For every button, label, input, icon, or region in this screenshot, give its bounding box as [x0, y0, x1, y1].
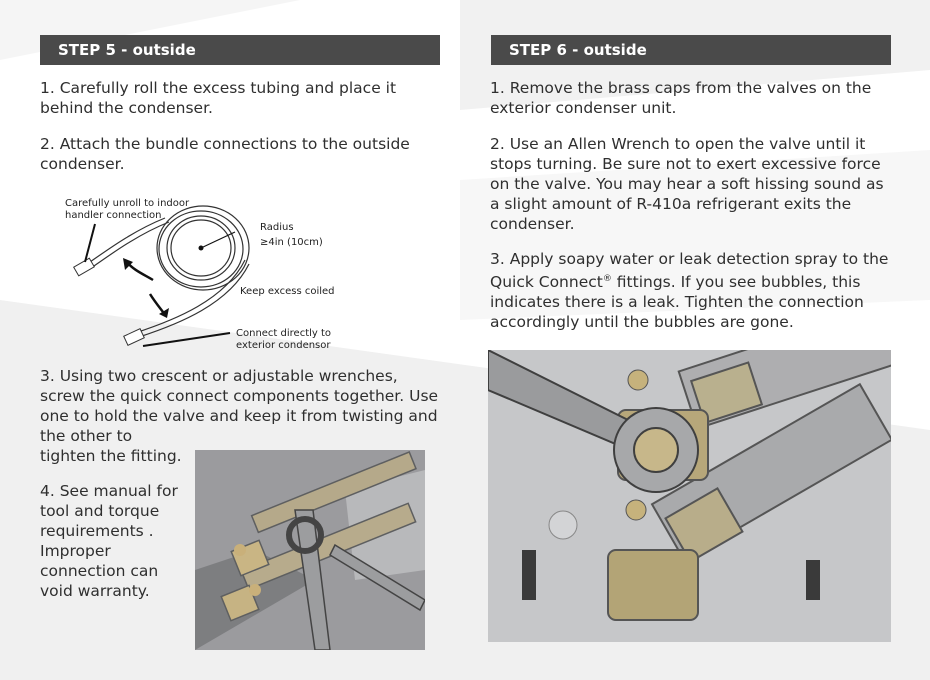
step5-header — [40, 35, 440, 65]
label-radius-2: ≥4in (10cm) — [260, 237, 323, 248]
tubing-coil-diagram — [55, 190, 355, 360]
step6-paragraph-1: 1. Remove the brass caps from the valves on the exterior condenser unit. — [490, 79, 872, 117]
step6-paragraph-2: 2. Use an Allen Wrench to open the valve until it stops turning. Be sure not to exert excessive force on the valve. You may hear a soft hissing sound as a slight amount of R-410a refrigerant exits the condenser. — [490, 135, 884, 233]
valve-wrench-photo — [488, 350, 891, 642]
connect-leader-line — [143, 333, 230, 346]
step5-title: STEP 5 - outside — [58, 41, 196, 59]
arrow-down-icon — [150, 294, 163, 312]
label-coiled: Keep excess coiled — [240, 286, 335, 297]
lower-connector — [124, 329, 145, 346]
unroll-leader-line — [85, 224, 95, 262]
upper-connector — [74, 258, 95, 276]
step5-paragraph-3: 3. Using two crescent or adjustable wrenches, screw the quick connect components together. Use one to hold the valve and keep it from twisting and the other to — [40, 367, 439, 445]
upper-tube — [90, 218, 165, 262]
step6-paragraph-3 — [490, 249, 890, 332]
step6-p3-part1: 3. Apply soapy water or leak detection spray to the Quick Connect — [490, 250, 889, 292]
arrow-up-icon — [127, 262, 153, 280]
step6-header — [491, 35, 891, 65]
label-radius-1: Radius — [260, 222, 294, 233]
step5-paragraph-4: 4. See manual for tool and torque requirements . Improper connection can void warranty. — [40, 482, 178, 600]
label-unroll-2: handler connection — [65, 210, 162, 221]
label-unroll-1: Carefully unroll to indoor — [65, 198, 190, 209]
step5-paragraph-1: 1. Carefully roll the excess tubing and place it behind the condenser. — [40, 79, 397, 117]
step6-p3-part2: fittings. If you see bubbles, this indicates there is a leak. Tighten the connection accordingly until the bubbles are gone. — [490, 273, 864, 332]
registered-mark: ® — [602, 274, 612, 284]
step5-paragraph-2: 2. Attach the bundle connections to the outside condenser. — [40, 135, 410, 173]
label-connect-1: Connect directly to — [236, 328, 332, 339]
step5-paragraph-3-cont: tighten the fitting. — [40, 447, 182, 465]
radius-center-dot — [199, 246, 204, 251]
step6-title: STEP 6 - outside — [509, 41, 647, 59]
label-connect-2: exterior condensor — [236, 340, 331, 351]
wrench-fittings-photo — [195, 450, 425, 650]
